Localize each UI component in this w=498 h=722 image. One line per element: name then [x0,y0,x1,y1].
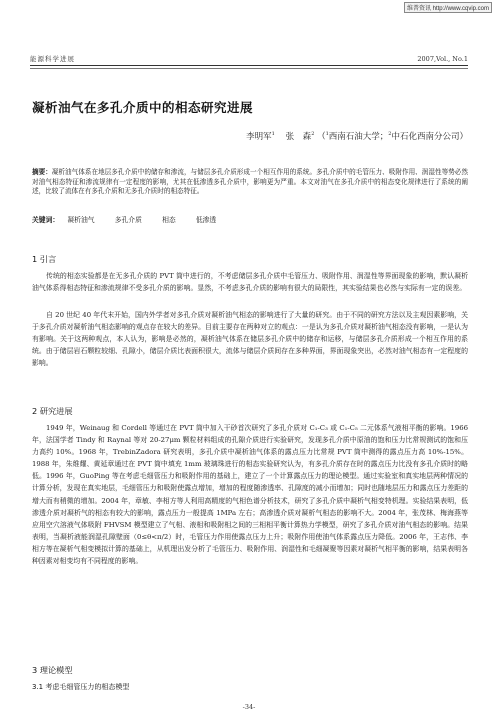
issue-info: 2007,Vol., No.1 [417,55,468,63]
abstract-text: 凝析油气体系在地层多孔介质中的储存和渗流，与储层多孔介质形成一个相互作用的系统。多孔介质中的毛管压力、吸附作用、润湿性等势必然对油气相态特征和渗流规律有一定程度的影响，尤其在低渗透多孔介质中，影响更为严重。本文对油气在多孔介质中的相态变化规律进行了系统的阐述，比较了流体在有多孔介质和无多孔介质时的相态特征。 [32,168,469,196]
paragraph-intro-2: 自 20 世纪 40 年代末开始，国内外学者对多孔介质对凝析油气相态的影响进行了大量的研究。由于不同的研究方法以及主观因素影响，关于多孔介质对凝析油气相态影响的观点存在较大的差异。目前主要存在两种对立的观点：一是认为多孔介质对凝析油气相态没有影响，一是认为有影响。关于这两种观点，本人认为，影响是必然的，凝析油气体系在储层多孔介质中的储存和运移，与储层多孔介质形成一个相互作用的系统。由于储层岩石颗粒较细、孔隙小，储层介质比表面积很大，流体与储层介质间存在多种界面，界面现象突出，必然对油气相态有一定程度的影响。 [32,311,468,368]
keyword: 多孔介质 [114,216,142,224]
journal-name: 能源科学进展 [30,55,75,63]
paper-title: 凝析油气在多孔介质中的相态研究进展 [32,100,254,115]
keywords-label: 关键词： [32,216,60,224]
section-heading-model: 3 理论模型 [32,665,73,675]
author-line: 李明军$^1$ 张 森$^2$ （$^1$西南石油大学；$^2$中石化西南分公司） [246,131,468,142]
header-rule [30,68,468,69]
author-1: 李明军 [246,132,272,142]
page-number: -34- [242,703,256,711]
paragraph-progress: 1949 年，Weinaug 和 Cordell 等通过在 PVT 筒中加入干砂首次研究了多孔介质对 C₁-C₃ 或 C₁-C₅ 二元体系气液相平衡的影响。1966 年，法国学者 Tindy 和 Raynal 等对 20-27μm 颗粒材料组成的孔隙介质进行实验研究，发现多孔介质中原油的饱和压力比常规测试的饱和压力高约 10%。1968 年，TrebinZadora 研究表明，多孔介质中凝析油气体系的露点压力比常规 PVT 筒中测得的露点压力高 10%-15%。1988 年，朱维耀、黄延章通过在 PVT 筒中填充 1mm 玻璃珠进行的相态实验研究认为，有多孔介质存在时的露点压力比没有多孔介质时的略低。1996 年，GuoPing 等在考虑毛细管压力和吸附作用的基础上，建立了一个计算露点压力的理论模型。通过实验室和真实地层两种情况的计算分析，发现在真实地层，毛细管压力和吸附使露点增加，增加的程度随渗透率、孔隙度的减小而增加；同时也随地层压力和露点压力差距的增大而有稍微的增加。2004 年，章敏、李相方等人利用高精度的气相色谱分析技术，研究了多孔介质中凝析气相变特机理。实验结果表明，低渗透介质对凝析气的相态有较大的影响，露点压力一般提高 1MPa 左右；高渗透介质对凝析气相态的影响不大。2004 年，张茂林、梅海燕等应用空穴溶液气体吸附 FHVSM 模型建立了气相、液相和吸附相之间的三相相平衡计算热力学模型，研究了多孔介质对油气相态的影响。结果表明，当凝析液能润湿孔隙壁面（0≤θ<π/2）时，毛管压力作用使露点压力上升；吸附作用使油气体系露点压力降低。2006 年，王志伟、李相方等在凝析气相变模拟计算的基础上，从机理出发分析了毛管压力、吸附作用、润湿性和毛细凝聚等因素对凝析气相平衡的影响，结果表明各种因素对相变均有不同程度的影响。 [32,424,468,566]
source-watermark: 维普资讯 http://www.cqvip.com [404,2,492,13]
abstract-label: 摘要： [32,168,52,176]
abstract [32,168,468,197]
section-heading-progress: 2 研究进展 [32,406,73,416]
keyword: 相态 [162,216,176,224]
keywords [32,214,228,224]
affiliation-2: 中石化西南分公司） [391,132,468,142]
keyword: 低渗透 [195,216,217,224]
paragraph-intro-1: 传统的相态实验都是在无多孔介质的 PVT 筒中进行的，不考虑储层多孔介质中毛管压力、吸附作用、润湿性等界面现象的影响，默认凝析油气体系得相态特征和渗流规律不受多孔介质的影响。显然，不考虑多孔介质的影响有很大的局限性，其实验结果也必然与实际有一定的误差。 [32,272,468,293]
subsection-heading-capillary: 3.1 考虑毛细管压力的相态模型 [32,683,130,691]
running-header [30,54,468,66]
keyword: 凝析油气 [67,216,95,224]
section-heading-intro: 1 引言 [32,254,57,264]
author-2: 张 森 [285,132,312,142]
affiliation-1: 西南石油大学； [328,132,389,142]
